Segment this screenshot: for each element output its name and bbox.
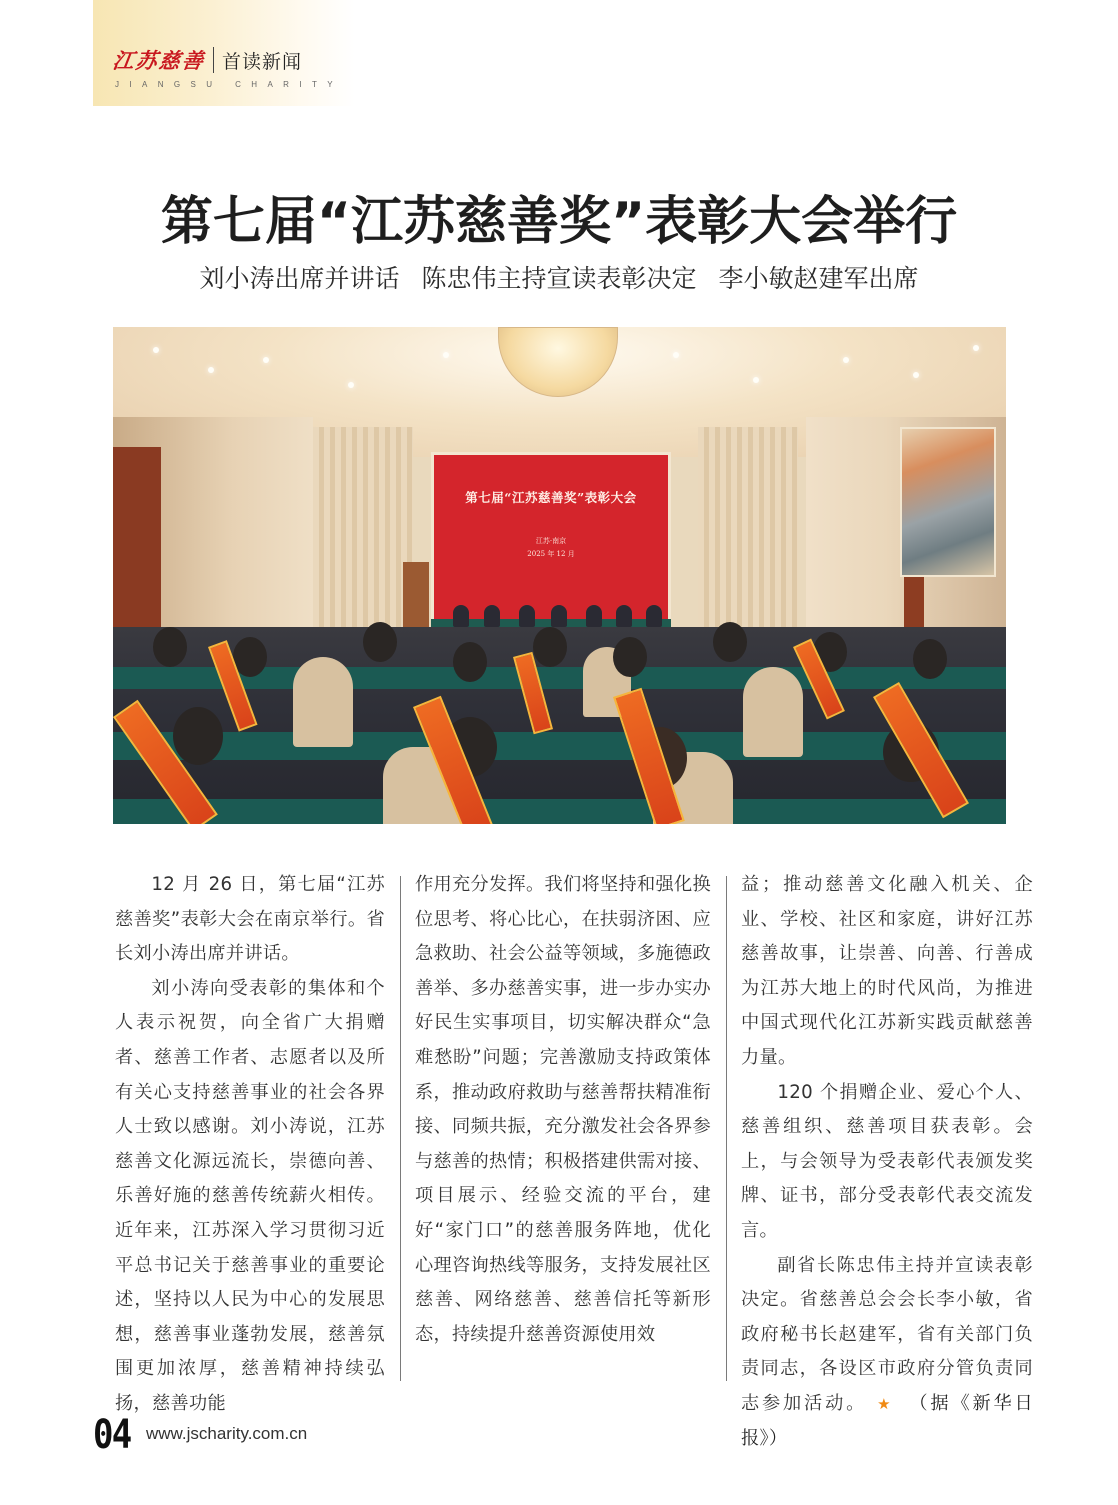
article-headline: 第七届“江苏慈善奖”表彰大会举行 — [160, 192, 958, 252]
presidium-member — [586, 605, 602, 627]
attendee — [173, 707, 223, 765]
landscape-painting — [900, 427, 996, 577]
paragraph: 120 个捐赠企业、爱心个人、慈善组织、慈善项目获表彰。会上，与会领导为受表彰代表颁发奖牌、证书，部分受表彰代表交流发言。 — [741, 1081, 1033, 1241]
masthead-band — [93, 0, 355, 106]
article-source: （据《新华日报》） — [741, 1392, 1033, 1449]
paragraph-text: 副省长陈忠伟主持并宣读表彰决定。省慈善总会会长李小敏，省政府秘书长赵建军，省有关部门负责同志，各设区市政府分管负责同志参加活动。 — [741, 1254, 1033, 1414]
attendee — [533, 627, 567, 667]
ceiling-light-icon — [348, 382, 354, 388]
paragraph: 益；推动慈善文化融入机关、企业、学校、社区和家庭，讲好江苏慈善故事，让崇善、向善、行善成为江苏大地上的时代风尚，为推进中国式现代化江苏新实践贡献慈善力量。 — [741, 874, 1033, 1068]
presidium-member — [484, 605, 500, 627]
presidium-member — [616, 605, 632, 627]
ceiling-light-icon — [673, 352, 679, 358]
paragraph-final — [741, 1249, 1033, 1457]
masthead-row — [113, 45, 302, 75]
section-name: 首读新闻 — [222, 50, 303, 73]
attendee — [913, 639, 947, 679]
presidium-member — [551, 605, 567, 627]
page-number: 04 — [93, 1412, 131, 1458]
chair — [293, 657, 353, 747]
presidium-member — [519, 605, 535, 627]
magazine-logo: 江苏慈善 — [111, 48, 207, 73]
attendee — [613, 637, 647, 677]
article-column-2 — [415, 868, 711, 1388]
attendee — [713, 622, 747, 662]
desk-row — [113, 799, 1006, 824]
article-column-3 — [741, 868, 1033, 1449]
paragraph: 刘小涛向受表彰的集体和个人表示祝贺，向全省广大捐赠者、慈善工作者、志愿者以及所有关心支持慈善事业的社会各界人士致以感谢。刘小涛说，江苏慈善文化源远流长，崇德向善、乐善好施的慈善传统薪火相传。近年来，江苏深入学习贯彻习近平总书记关于慈善事业的重要论述，坚持以人民为中心的发展思想，慈善事业蓬勃发展，慈善氛围更加浓厚，慈善精神持续弘扬，慈善功能 — [115, 977, 385, 1414]
attendee — [363, 622, 397, 662]
podium — [403, 562, 429, 632]
article-column-1 — [115, 868, 385, 1414]
column-divider — [726, 876, 727, 1381]
ceiling-light-icon — [913, 372, 919, 378]
ceiling-light-icon — [753, 377, 759, 383]
website-url[interactable]: www.jscharity.com.cn — [146, 1424, 308, 1443]
ceiling-light-icon — [153, 347, 159, 353]
screen-place: 江苏·南京 — [535, 537, 567, 545]
ceiling-light-icon — [208, 367, 214, 373]
column-divider — [400, 876, 401, 1381]
screen-date: 2025 年 12 月 — [527, 550, 575, 558]
ceiling-light-icon — [443, 352, 449, 358]
screen-title: 第七届“江苏慈善奖”表彰大会 — [465, 490, 637, 505]
star-icon: ★ — [877, 1394, 894, 1413]
desk-row — [113, 732, 1006, 760]
presidium-member — [453, 605, 469, 627]
presidium-member — [646, 605, 662, 627]
magazine-logo-english: JIANGSU CHARITY — [115, 80, 344, 89]
paragraph: 作用充分发挥。我们将坚持和强化换位思考、将心比心，在扶弱济困、应急救助、社会公益等领域，多施德政善举、多办慈善实事，进一步办实办好民生实事项目，切实解决群众“急难愁盼”问题；完善激励支持政策体系，推动政府救助与慈善帮扶精准衔接、同频共振，充分激发社会各界参与慈善的热情；积极搭建供需对接、项目展示、经验交流的平台，建好“家门口”的慈善服务阵地，优化心理咨询热线等服务，支持发展社区慈善、网络慈善、慈善信托等新形态，持续提升慈善资源使用效 — [415, 874, 711, 1345]
attendee — [453, 642, 487, 682]
audience — [113, 627, 1006, 824]
chair — [743, 667, 803, 757]
paragraph: 12 月 26 日，第七届“江苏慈善奖”表彰大会在南京举行。省长刘小涛出席并讲话。 — [115, 874, 385, 965]
masthead-separator — [213, 47, 214, 73]
event-photo — [113, 327, 1006, 824]
ceiling-light-icon — [263, 357, 269, 363]
article-subhead: 刘小涛出席并讲话 陈忠伟主持宣读表彰决定 李小敏赵建军出席 — [199, 264, 919, 293]
attendee — [153, 627, 187, 667]
ceiling-light-icon — [973, 345, 979, 351]
ceiling-light-icon — [843, 357, 849, 363]
